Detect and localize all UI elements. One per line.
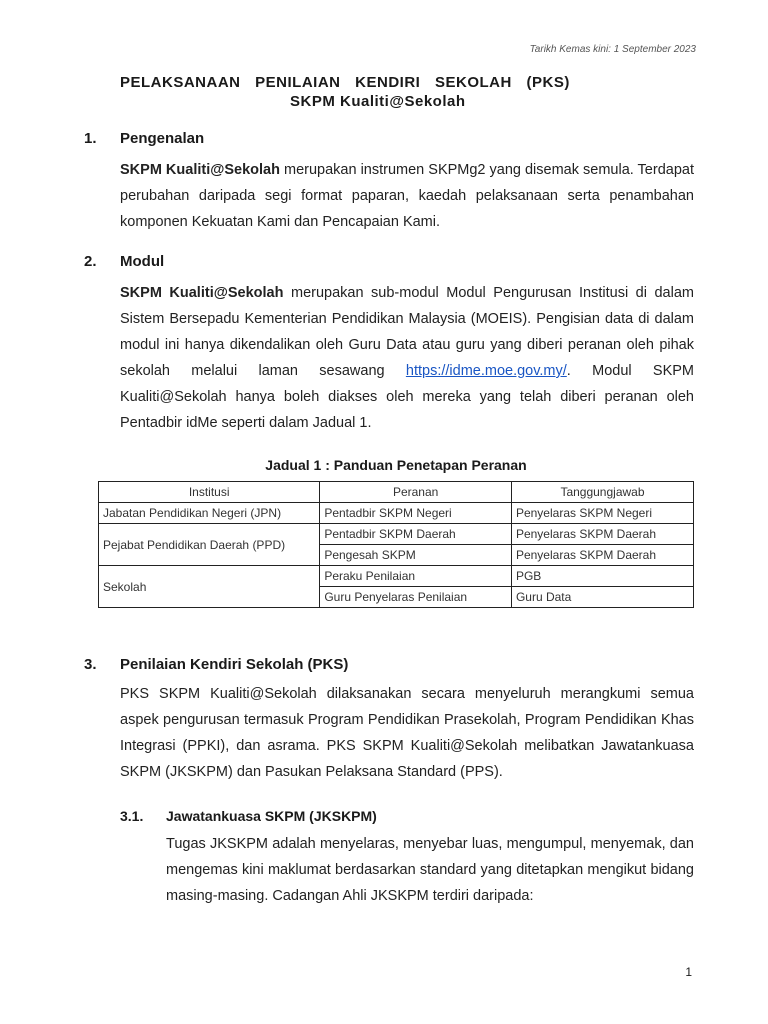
roles-table (98, 481, 694, 608)
table-1-caption: Jadual 1 : Panduan Penetapan Peranan (265, 457, 527, 473)
section-1-text: merupakan instrumen SKPMg2 yang disemak semula. Terdapat perubahan daripada segi format paparan, kaedah pelaksanaan serta penambahan komponen Kekuatan Kami dan Pencapaian Kami. (120, 162, 694, 230)
section-3-title: Penilaian Kendiri Sekolah (PKS) (120, 656, 349, 673)
section-3-paragraph: PKS SKPM Kualiti@Sekolah dilaksanakan secara menyeluruh merangkumi semua aspek pengurusan termasuk Program Pendidikan Prasekolah, Program Pendidikan Khas Integrasi (PPKI), dan asrama. PKS SKPM Kualiti@Sekolah melibatkan Jawatankuasa SKPM (JKSKPM) dan Pasukan Pelaksana Standard (PPS). (120, 686, 694, 780)
cell-peranan: Pengesah SKPM (320, 545, 512, 566)
header-institusi: Institusi (99, 482, 320, 503)
cell-institusi: Pejabat Pendidikan Daerah (PPD) (99, 524, 320, 566)
section-3-1-paragraph: Tugas JKSKPM adalah menyelaras, menyebar luas, mengumpul, menyemak, dan mengemas kini maklumat berdasarkan standard yang ditetapkan mengikut bidang masing-masing. Cadangan Ahli JKSKPM terdiri daripada: (166, 836, 694, 904)
title-line-2: SKPM Kualiti@Sekolah (290, 93, 466, 110)
cell-tanggungjawab: Penyelaras SKPM Daerah (511, 524, 693, 545)
section-2-title: Modul (120, 253, 165, 270)
section-3-1-number: 3.1. (120, 808, 144, 824)
cell-tanggungjawab: Penyelaras SKPM Daerah (511, 545, 693, 566)
cell-peranan: Pentadbir SKPM Negeri (320, 503, 512, 524)
cell-tanggungjawab: PGB (511, 566, 693, 587)
cell-tanggungjawab: Guru Data (511, 587, 693, 608)
cell-institusi: Jabatan Pendidikan Negeri (JPN) (99, 503, 320, 524)
page-number: 1 (685, 965, 692, 979)
section-1-bold-term: SKPM Kualiti@Sekolah (120, 162, 280, 178)
section-3-number: 3. (84, 656, 97, 673)
section-3-1-title: Jawatankuasa SKPM (JKSKPM) (166, 808, 377, 824)
cell-peranan: Peraku Penilaian (320, 566, 512, 587)
table-row (99, 566, 694, 587)
cell-institusi: Sekolah (99, 566, 320, 608)
cell-peranan: Guru Penyelaras Penilaian (320, 587, 512, 608)
title-line-1: PELAKSANAAN PENILAIAN KENDIRI SEKOLAH (PKS) (120, 74, 570, 91)
section-2-text-b: . Modul SKPM Kualiti@Sekolah hanya boleh diakses oleh mereka yang telah diberi peranan oleh Pentadbir idMe seperti dalam Jadual 1. (120, 363, 694, 431)
section-1-paragraph (120, 157, 694, 235)
section-2-number: 2. (84, 253, 97, 270)
cell-tanggungjawab: Penyelaras SKPM Negeri (511, 503, 693, 524)
section-2-bold-term: SKPM Kualiti@Sekolah (120, 285, 284, 301)
header-tanggungjawab: Tanggungjawab (511, 482, 693, 503)
section-1-number: 1. (84, 130, 97, 147)
last-updated-date: Tarikh Kemas kini: 1 September 2023 (529, 44, 696, 55)
header-peranan: Peranan (320, 482, 512, 503)
section-2-paragraph (120, 280, 694, 436)
table-row (99, 503, 694, 524)
section-1-title: Pengenalan (120, 130, 205, 147)
document-title (120, 74, 680, 110)
section-2-text-a: merupakan sub-modul Modul Pengurusan Institusi di dalam Sistem Bersepadu Kementerian Pendidikan Malaysia (MOEIS). Pengisian data di dalam modul ini hanya dikendalikan oleh Guru Data atau guru yang diberi peranan oleh pihak sekolah melalui laman sesawang (120, 285, 694, 379)
idme-link[interactable]: https://idme.moe.gov.my/ (405, 363, 567, 379)
table-header-row (99, 482, 694, 503)
table-row (99, 524, 694, 545)
cell-peranan: Pentadbir SKPM Daerah (320, 524, 512, 545)
